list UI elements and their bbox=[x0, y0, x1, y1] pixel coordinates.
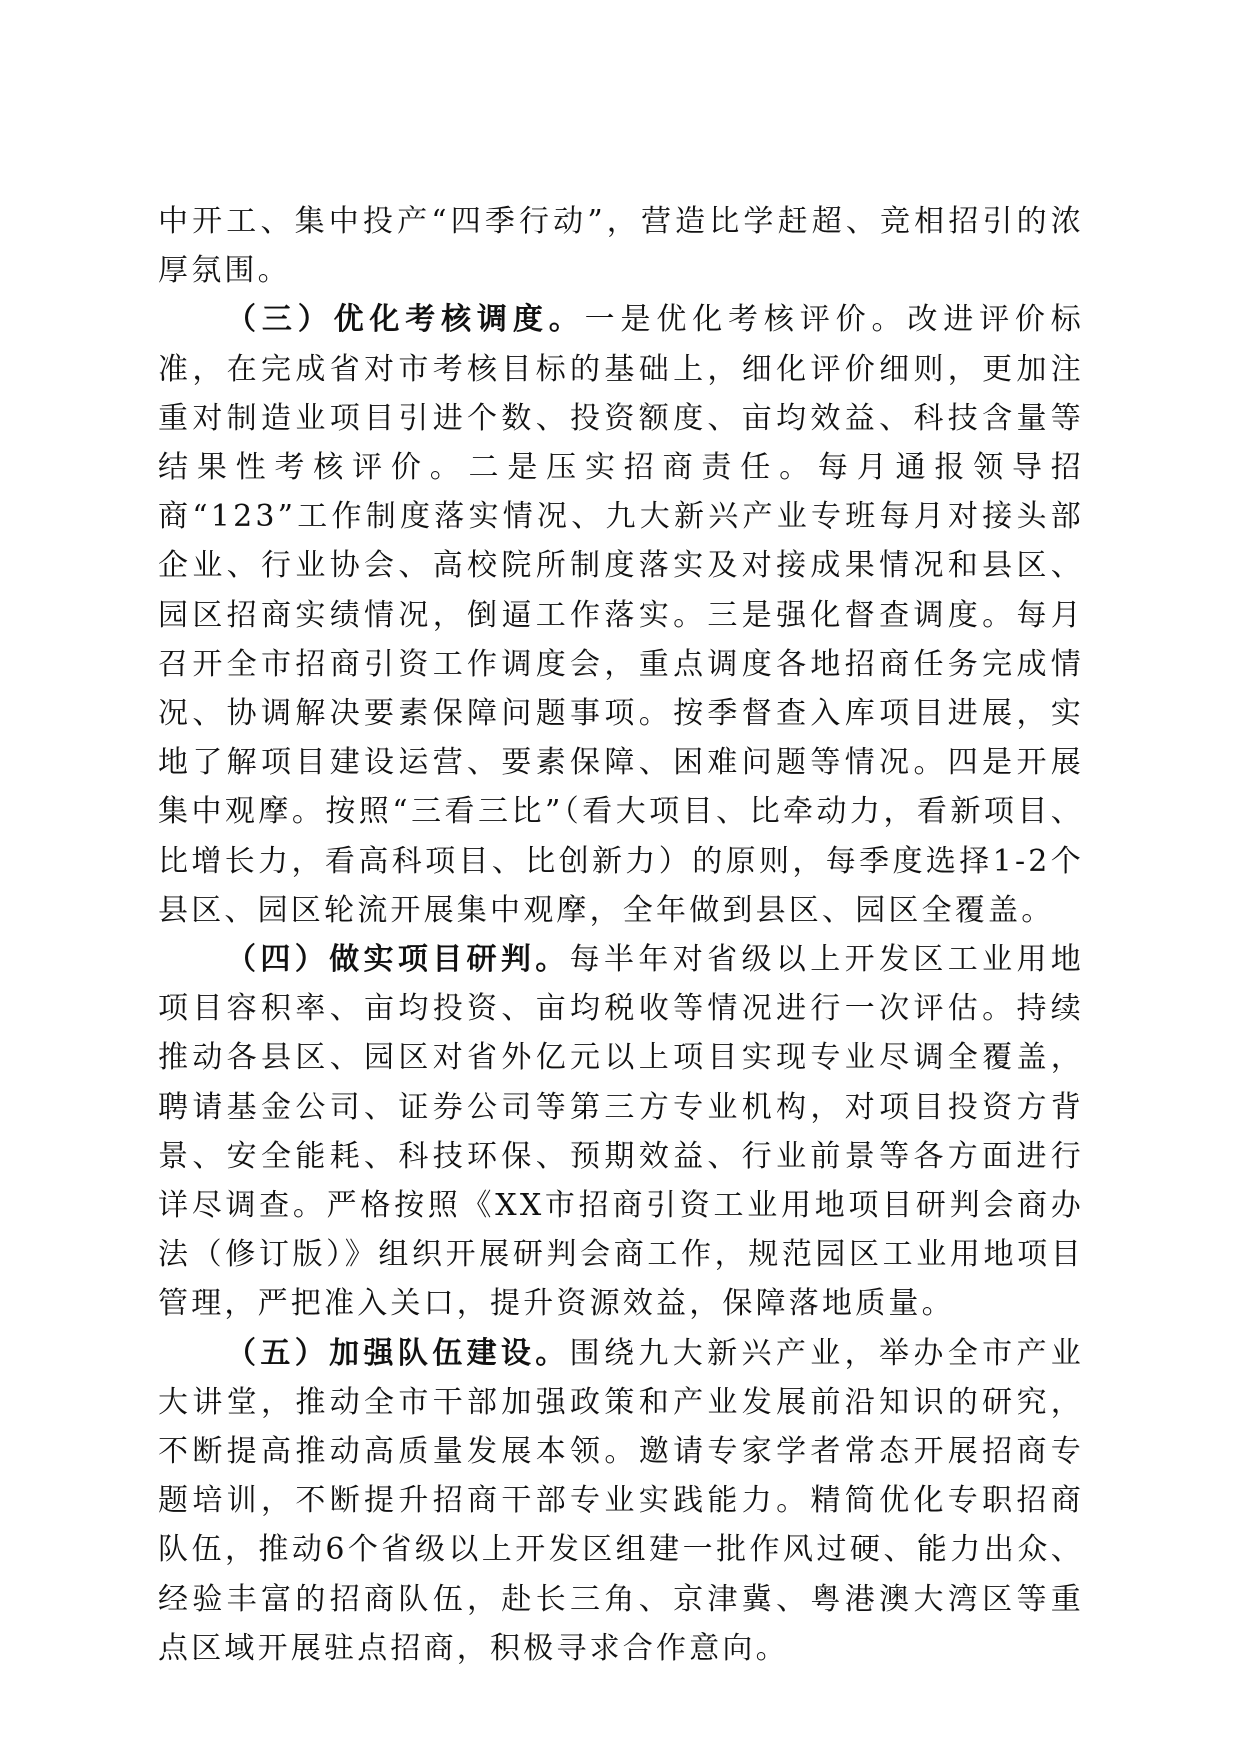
section-heading: （三）优化考核调度。 bbox=[226, 302, 585, 338]
paragraph-body: 每半年对省级以上开发区工业用地项目容积率、亩均投资、亩均税收等情况进行一次评估。持续推动各县区、园区对省外亿元以上项目实现专业尽调全覆盖，聘请基金公司、证券公司等第三方专业机构，对项目投资方背景、安全能耗、科技环保、预期效益、行业前景等各方面进行详尽调查。严格按照《XX市招商引资工业用地项目研判会商办法（修订版）》组织开展研判会商工作，规范园区工业用地项目管理，严把准入关口，提升资源效益，保障落地质量。 bbox=[158, 942, 1085, 1322]
paragraph-section-5 bbox=[158, 1329, 1084, 1673]
section-heading: （五）加强队伍建设。 bbox=[226, 1335, 570, 1371]
paragraph-continuation bbox=[158, 197, 1084, 295]
section-heading: （四）做实项目研判。 bbox=[226, 942, 570, 978]
paragraph-body: 围绕九大新兴产业，举办全市产业大讲堂，推动全市干部加强政策和产业发展前沿知识的研究，不断提高推动高质量发展本领。邀请专家学者常态开展招商专题培训，不断提升招商干部专业实践能力。精简优化专职招商队伍，推动6个省级以上开发区组建一批作风过硬、能力出众、经验丰富的招商队伍，赴长三角、京津冀、粤港澳大湾区等重点区域开展驻点招商，积极寻求合作意向。 bbox=[158, 1335, 1085, 1666]
paragraph-section-3 bbox=[158, 295, 1084, 935]
paragraph-body: 一是优化考核评价。改进评价标准，在完成省对市考核目标的基础上，细化评价细则，更加注重对制造业项目引进个数、投资额度、亩均效益、科技含量等结果性考核评价。二是压实招商责任。每月通报领导招商“123”工作制度落实情况、九大新兴产业专班每月对接头部企业、行业协会、高校院所制度落实及对接成果情况和县区、园区招商实绩情况，倒逼工作落实。三是强化督查调度。每月召开全市招商引资工作调度会，重点调度各地招商任务完成情况、协调解决要素保障问题事项。按季督查入库项目进展，实地了解项目建设运营、要素保障、困难问题等情况。四是开展集中观摩。按照“三看三比”（看大项目、比牵动力，看新项目、比增长力，看高科项目、比创新力）的原则，每季度选择1-2个县区、园区轮流开展集中观摩，全年做到县区、园区全覆盖。 bbox=[158, 302, 1084, 928]
document-body bbox=[158, 197, 1084, 1673]
paragraph-body: 中开工、集中投产“四季行动”，营造比学赶超、竞相招引的浓厚氛围。 bbox=[158, 204, 1084, 289]
paragraph-section-4 bbox=[158, 935, 1084, 1329]
